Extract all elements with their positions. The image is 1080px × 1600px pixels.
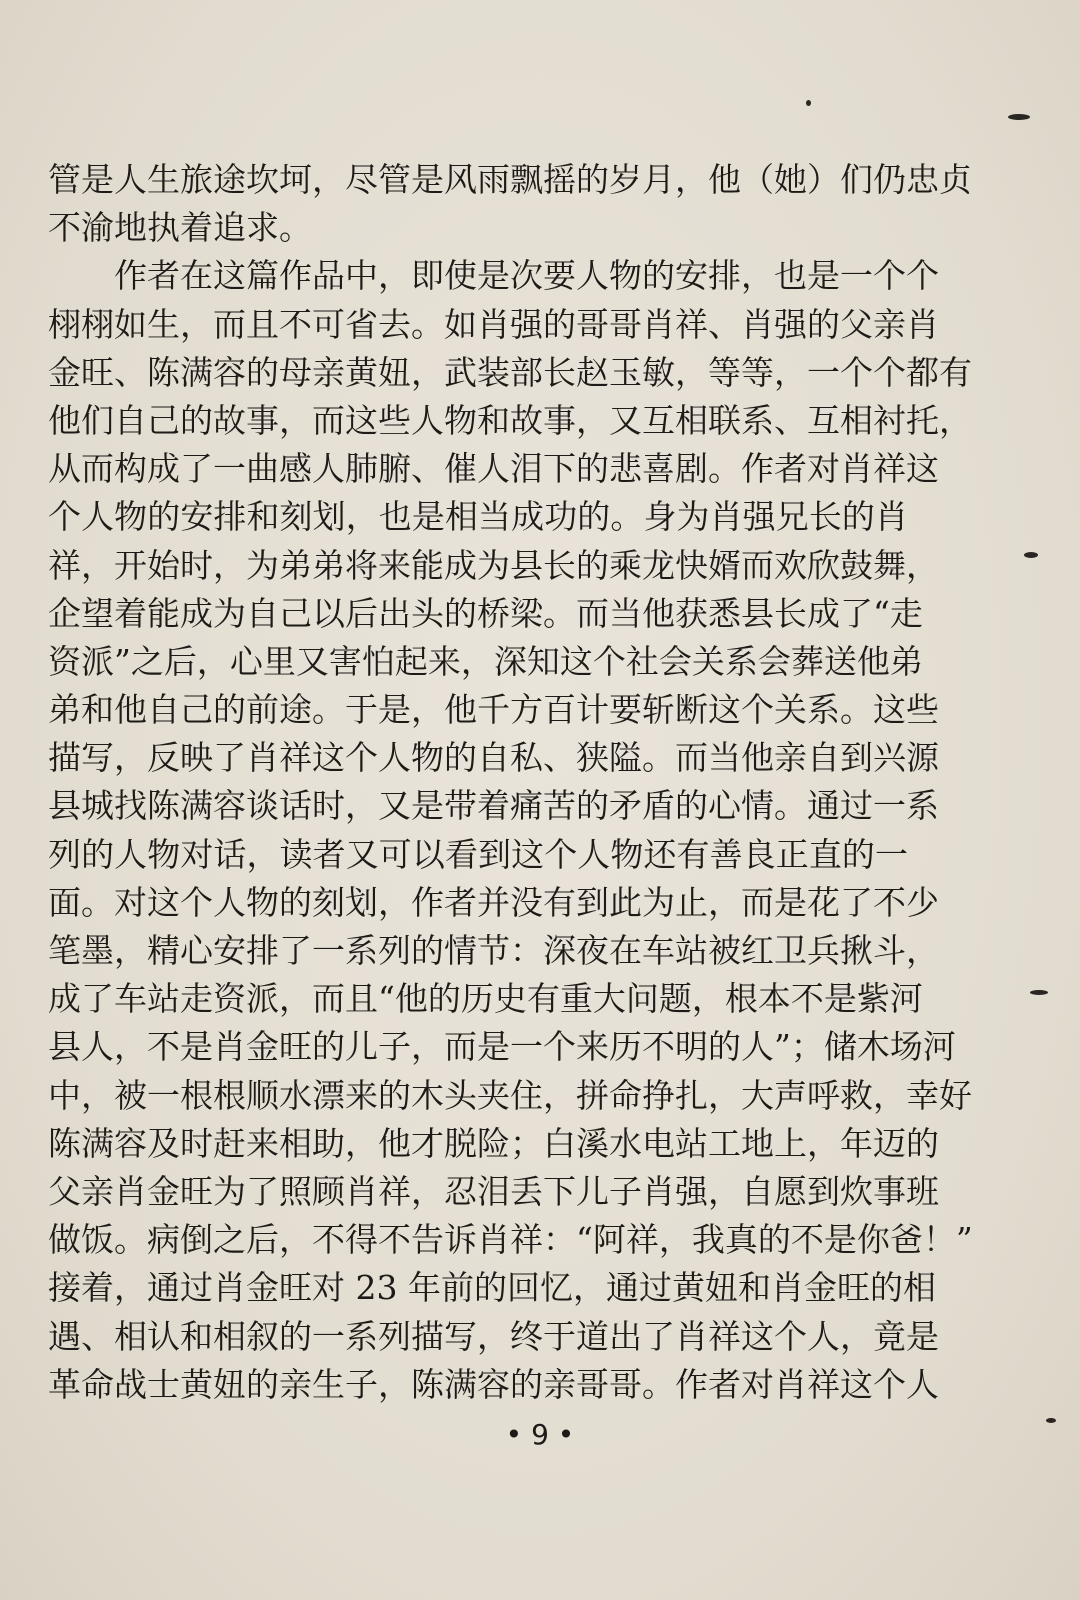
text-line: 祥，开始时，为弟弟将来能成为县长的乘龙快婿而欢欣鼓舞， [48,545,939,585]
ink-speck [1024,552,1038,558]
text-line: 资派”之后，心里又害怕起来，深知这个社会关系会葬送他弟 [48,641,923,681]
text-line: 栩栩如生，而且不可省去。如肖强的哥哥肖祥、肖强的父亲肖 [48,304,939,344]
text-line: 成了车站走资派，而且“他的历史有重大问题，根本不是紫河 [48,979,923,1019]
text-line: 个人物的安排和刻划，也是相当成功的。身为肖强兄长的肖 [48,497,908,537]
text-line: 管是人生旅途坎坷，尽管是风雨飘摇的岁月，他（她）们仍忠贞 [48,160,972,199]
text-line: 描写，反映了肖祥这个人物的自私、狭隘。而当他亲自到兴源 [48,738,939,778]
text-line: 接着，通过肖金旺对 23 年前的回忆，通过黄妞和肖金旺的相 [48,1268,936,1308]
text-line: 列的人物对话，读者又可以看到这个人物还有善良正直的一 [48,834,908,874]
text-line: 中，被一根根顺水漂来的木头夹住，拼命挣扎，大声呼救，幸好 [48,1075,972,1115]
text-line: 弟和他自己的前途。于是，他千方百计要斩断这个关系。这些 [48,690,939,730]
text-line: 陈满容及时赶来相助，他才脱险；白溪水电站工地上，年迈的 [48,1123,939,1163]
ink-speck [1030,990,1048,995]
page-number: • 9 • [505,1418,575,1451]
text-line: 县城找陈满容谈话时，又是带着痛苦的矛盾的心情。通过一系 [48,786,939,826]
ink-speck [1046,1418,1056,1423]
text-line: 作者在这篇作品中，即使是次要人物的安排，也是一个个 [114,256,939,296]
text-line: 做饭。病倒之后，不得不告诉肖祥：“阿祥，我真的不是你爸！” [48,1220,973,1260]
ink-speck [806,100,811,106]
ink-speck [1008,114,1030,120]
text-line: 从而构成了一曲感人肺腑、催人泪下的悲喜剧。作者对肖祥这 [48,449,939,489]
text-line: 企望着能成为自己以后出头的桥梁。而当他获悉县长成了“走 [48,593,923,633]
text-line: 面。对这个人物的刻划，作者并没有到此为止，而是花了不少 [48,882,939,922]
text-line: 父亲肖金旺为了照顾肖祥，忍泪丢下儿子肖强，自愿到炊事班 [48,1171,939,1211]
text-line: 他们自己的故事，而这些人物和故事，又互相联系、互相衬托， [48,400,972,440]
text-line: 革命战士黄妞的亲生子，陈满容的亲哥哥。作者对肖祥这个人 [48,1364,939,1404]
text-line: 不渝地执着追求。 [48,208,312,248]
text-line: 笔墨，精心安排了一系列的情节：深夜在车站被红卫兵揪斗， [48,931,939,970]
body-text [48,156,973,1409]
text-line: 金旺、陈满容的母亲黄妞，武装部长赵玉敏，等等，一个个都有 [48,352,972,392]
text-line: 遇、相认和相叙的一系列描写，终于道出了肖祥这个人，竟是 [48,1316,939,1356]
text-line: 县人，不是肖金旺的儿子，而是一个来历不明的人”；储木场河 [48,1027,956,1067]
